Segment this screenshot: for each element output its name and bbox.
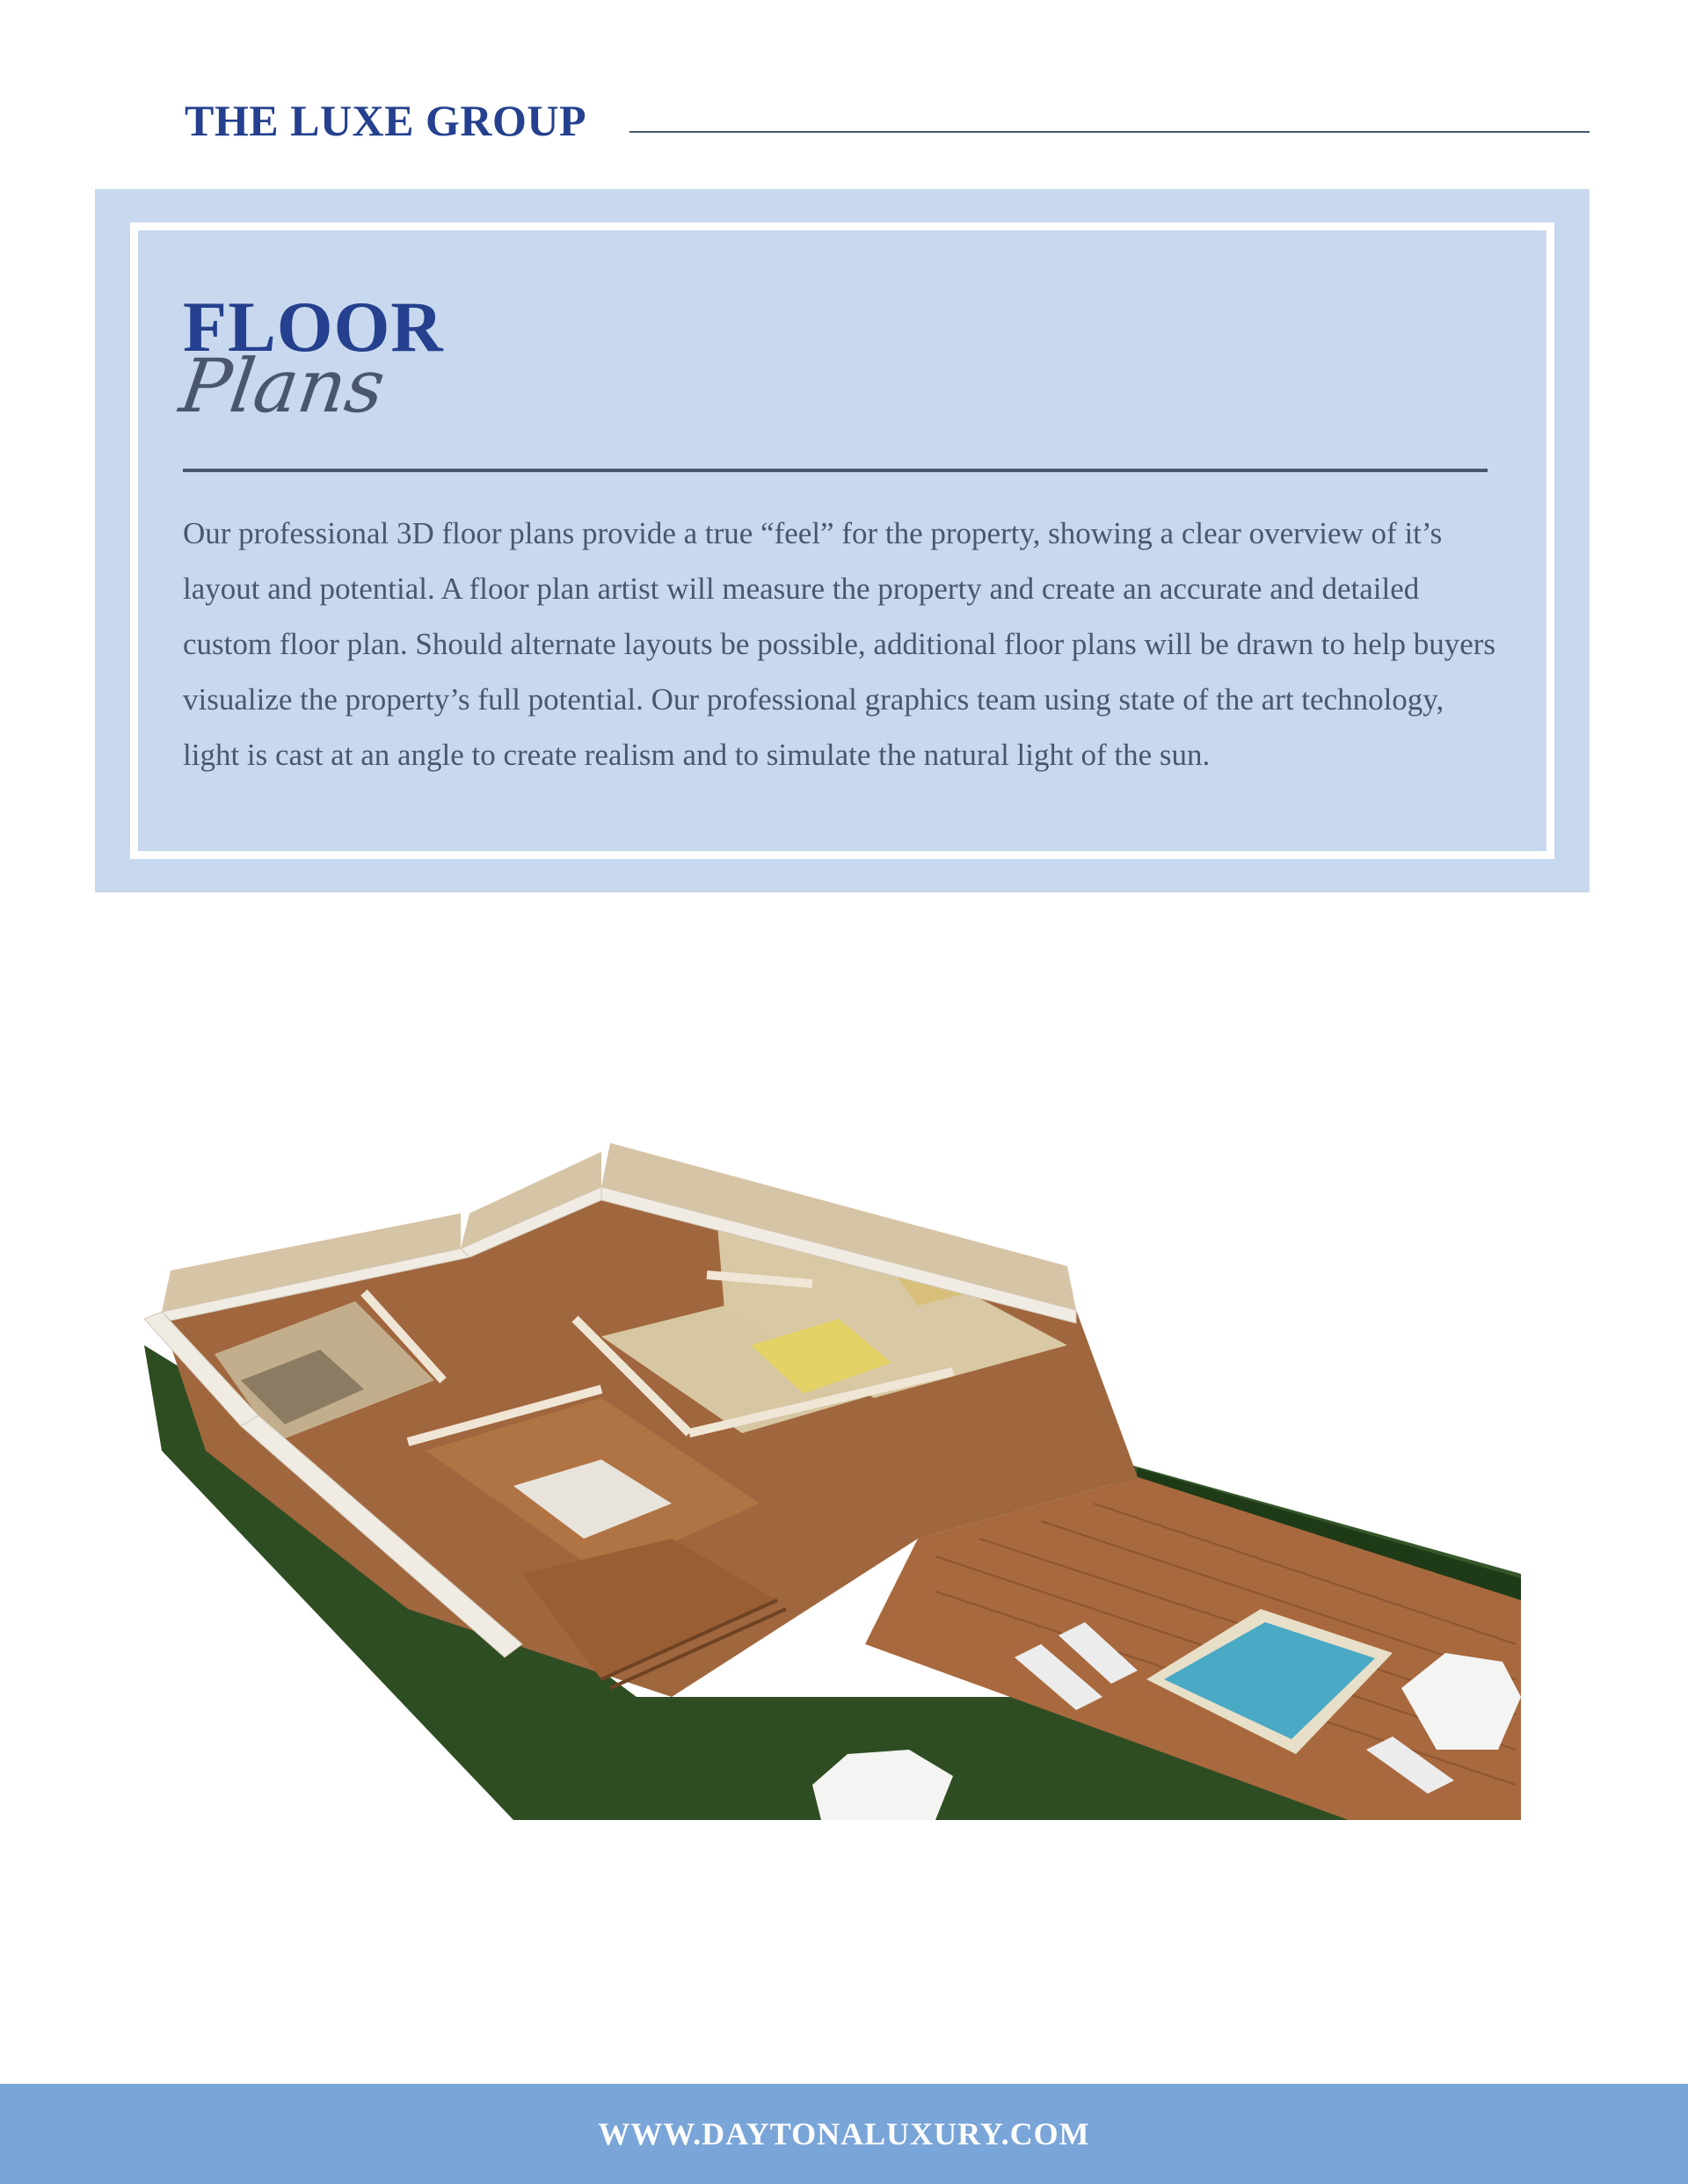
intro-paragraph: Our professional 3D floor plans provide a true “feel” for the property, showing a clear overview of it’s layout and potential. A floor plan artist will measure the property and create an accurate and detailed custom floor plan. Should alternate layouts be possible, additional floor plans will be drawn to help buyers visualize the property’s full potential. Our professional graphics team using state of the art technology, light is cast at an angle to create realism and to simulate the natural light of the sun. bbox=[183, 516, 1496, 772]
title-rule bbox=[183, 469, 1488, 472]
floorplan-render-image bbox=[144, 1081, 1521, 1820]
section-title: FLOOR bbox=[183, 287, 444, 367]
footer-url-link[interactable]: WWW.DAYTONALUXURY.COM bbox=[598, 2116, 1090, 2151]
intro-panel bbox=[95, 189, 1590, 892]
section-title-script: Plans bbox=[175, 343, 390, 429]
brand-name: THE LUXE GROUP bbox=[185, 96, 587, 145]
footer-bar bbox=[0, 2084, 1688, 2184]
header-rule bbox=[629, 131, 1590, 133]
